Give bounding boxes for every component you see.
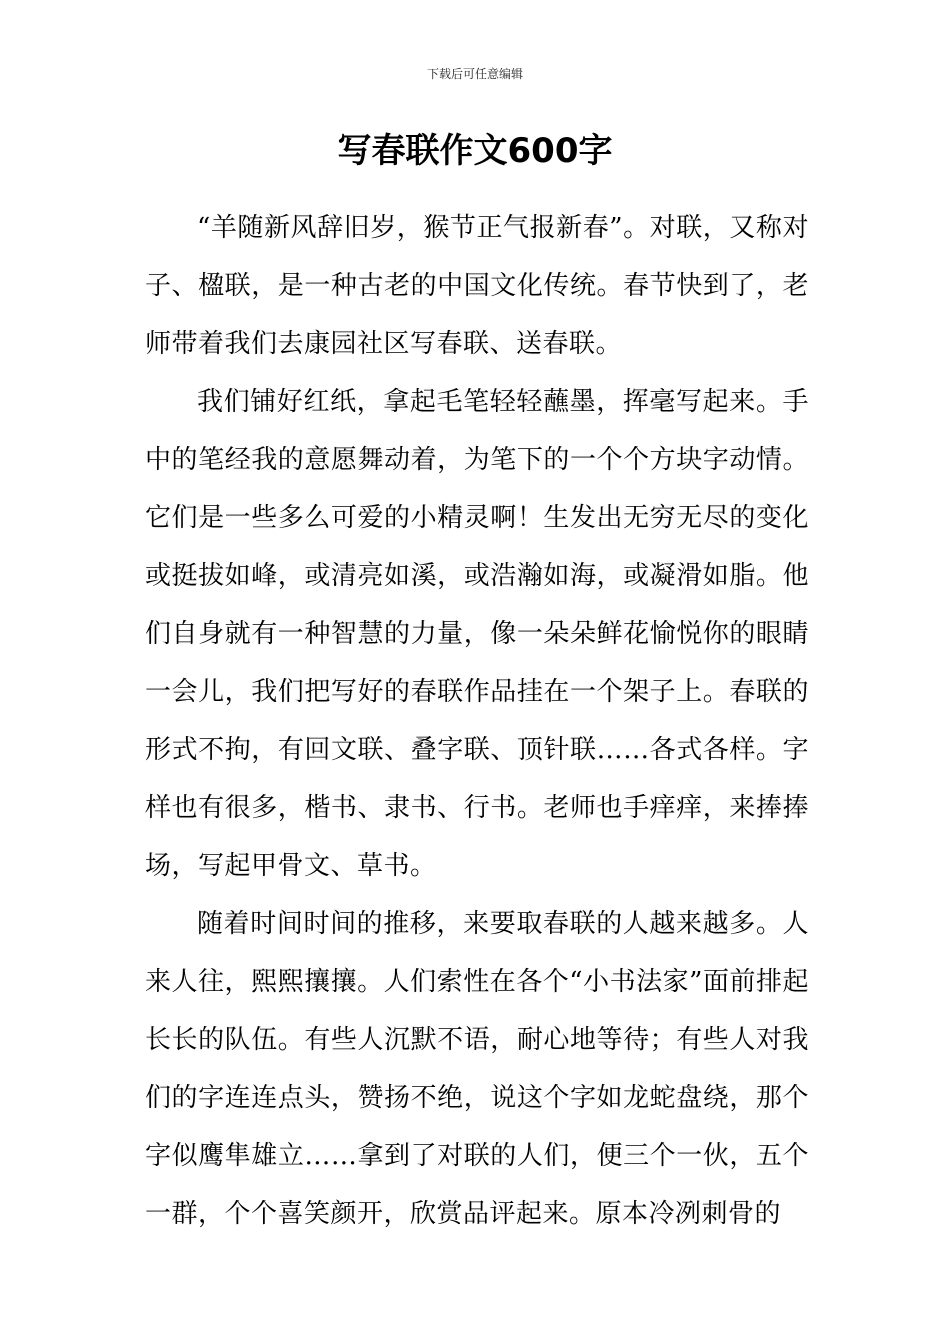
essay-body xyxy=(145,199,809,1243)
page-title: 写春联作文600字 xyxy=(337,131,613,171)
header-note: 下载后可任意编辑 xyxy=(426,67,523,81)
paragraph-1: “羊随新风辞旧岁，猴节正气报新春”。对联，又称对子、楹联，是一种古老的中国文化传统。春节快到了，老师带着我们去康园社区写春联、送春联。 xyxy=(145,213,809,359)
paragraph-3: 随着时间时间的推移，来要取春联的人越来越多。人来人往，熙熙攘攘。人们索性在各个“小书法家”面前排起长长的队伍。有些人沉默不语，耐心地等待；有些人对我们的字连连点头，赞扬不绝，说这个字如龙蛇盘绕，那个字似鹰隼雄立……拿到了对联的人们，便三个一伙，五个一群，个个喜笑颜开，欣赏品评起来。原本冷冽刺骨的 xyxy=(145,909,809,1229)
paragraph-2: 我们铺好红纸，拿起毛笔轻轻蘸墨，挥毫写起来。手中的笔经我的意愿舞动着，为笔下的一个个方块字动情。它们是一些多么可爱的小精灵啊！生发出无穷无尽的变化或挺拔如峰，或清亮如溪，或浩瀚如海，或凝滑如脂。他们自身就有一种智慧的力量，像一朵朵鲜花愉悦你的眼睛一会儿，我们把写好的春联作品挂在一个架子上。春联的形式不拘，有回文联、叠字联、顶针联……各式各样。字样也有很多，楷书、隶书、行书。老师也手痒痒，来捧捧场，写起甲骨文、草书。 xyxy=(145,387,809,881)
